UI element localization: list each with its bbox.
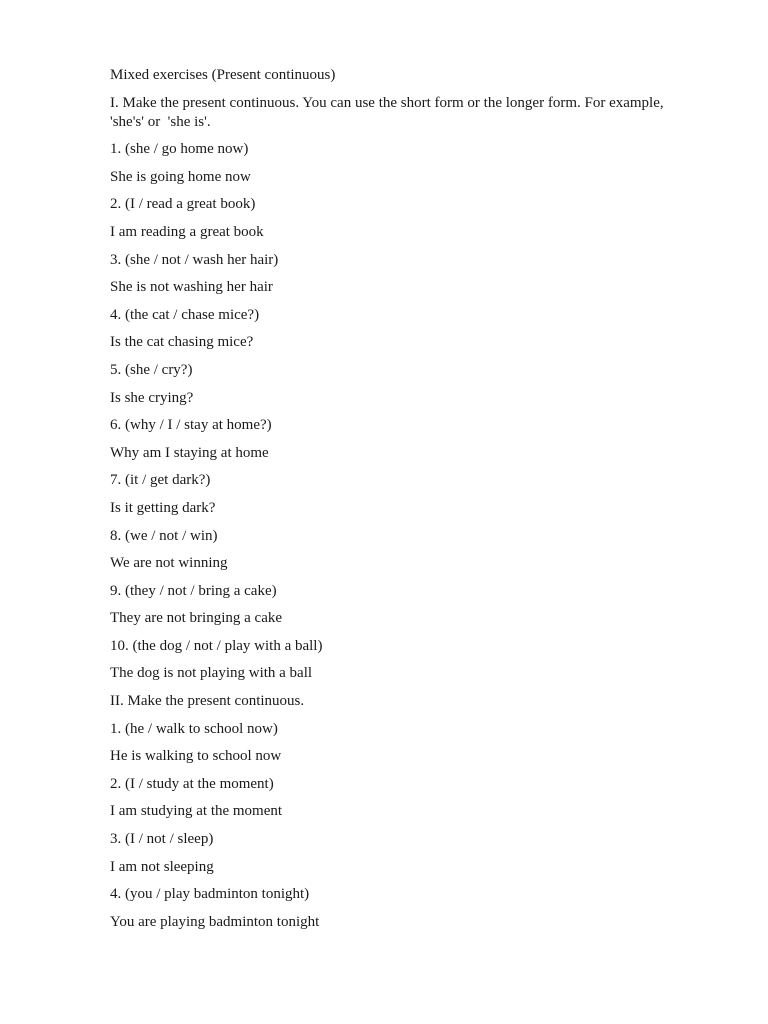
exercise-prompt: 4. (the cat / chase mice?): [110, 306, 260, 323]
exercise-prompt: 2. (I / read a great book): [110, 196, 256, 213]
document-page: [110, 66, 700, 940]
exercise-prompt: 9. (they / not / bring a cake): [110, 582, 277, 599]
exercise-answer: We are not winning: [110, 555, 228, 572]
exercise-answer: They are not bringing a cake: [110, 610, 283, 627]
exercise-prompt: 7. (it / get dark?): [110, 472, 211, 489]
exercise-answer: Is the cat chasing mice?: [110, 334, 254, 351]
exercise-prompt: 6. (why / I / stay at home?): [110, 417, 272, 434]
exercise-answer: He is walking to school now: [110, 748, 282, 765]
exercise-answer: I am not sleeping: [110, 858, 214, 875]
exercise-prompt: 1. (he / walk to school now): [110, 720, 278, 737]
exercise-prompt: 3. (I / not / sleep): [110, 831, 214, 848]
exercise-prompt: 5. (she / cry?): [110, 361, 193, 378]
exercise-answer: Why am I staying at home: [110, 444, 269, 461]
document-title: Mixed exercises (Present continuous): [110, 67, 336, 83]
section-2-heading: II. Make the present continuous.: [110, 693, 305, 710]
exercise-answer: The dog is not playing with a ball: [110, 665, 313, 682]
exercise-answer: Is it getting dark?: [110, 499, 216, 516]
section-1-heading: I. Make the present continuous. You can use the short form or the longer form. For example, 'she's' or 'she is'.: [110, 94, 668, 130]
exercise-answer: She is going home now: [110, 168, 251, 185]
exercise-prompt: 10. (the dog / not / play with a ball): [110, 637, 323, 654]
exercise-prompt: 3. (she / not / wash her hair): [110, 251, 279, 268]
exercise-answer: You are playing badminton tonight: [110, 913, 320, 930]
exercise-prompt: 1. (she / go home now): [110, 141, 249, 158]
exercise-prompt: 8. (we / not / win): [110, 527, 218, 544]
exercise-answer: I am studying at the moment: [110, 803, 283, 820]
exercise-answer: I am reading a great book: [110, 223, 264, 240]
exercise-prompt: 4. (you / play badminton tonight): [110, 886, 310, 903]
exercise-prompt: 2. (I / study at the moment): [110, 775, 274, 792]
exercise-answer: She is not washing her hair: [110, 279, 273, 296]
exercise-answer: Is she crying?: [110, 389, 194, 406]
